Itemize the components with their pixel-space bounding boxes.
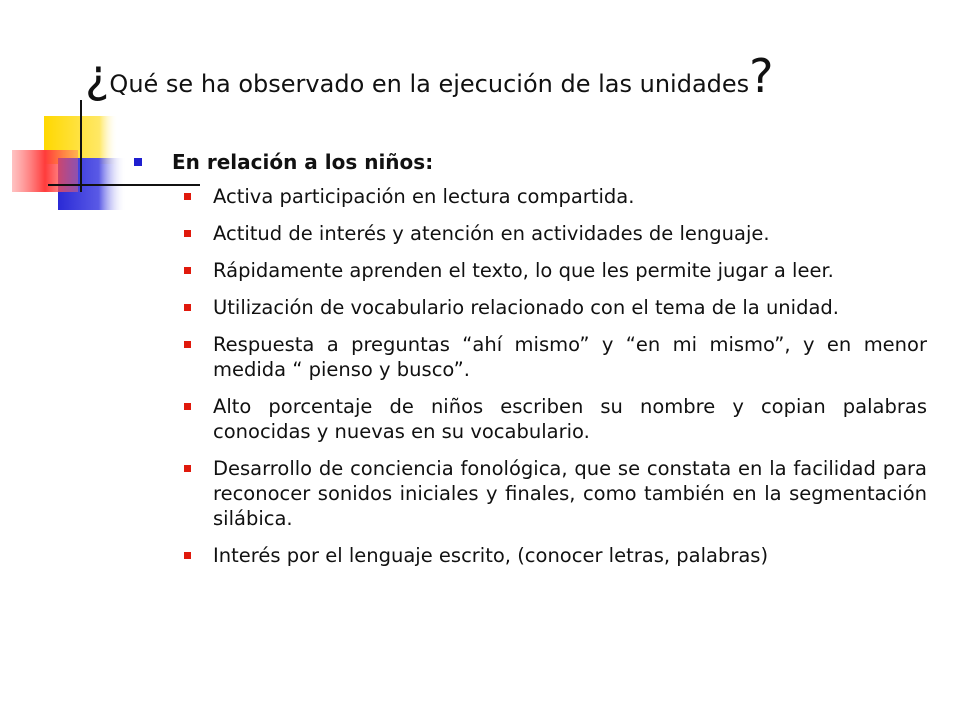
- list-item: [184, 456, 927, 531]
- slide-title: [85, 40, 945, 120]
- list-item-text: Activa participación en lectura compartida.: [213, 185, 635, 208]
- list-item-text: Utilización de vocabulario relacionado con el tema de la unidad.: [213, 296, 839, 319]
- list-item-text: Actitud de interés y atención en actividades de lenguaje.: [213, 222, 770, 245]
- list-item-text: Respuesta a preguntas “ahí mismo” y “en mi mismo”, y en menor medida “ pienso y busco”.: [213, 333, 927, 381]
- list-item: [184, 258, 927, 283]
- list-item: [184, 295, 927, 320]
- list-item-text: Desarrollo de conciencia fonológica, que se constata en la facilidad para reconocer sonidos iniciales y finales, como también en la segmentación silábica.: [213, 457, 927, 530]
- list-item-text: Rápidamente aprenden el texto, lo que les permite jugar a leer.: [213, 259, 834, 282]
- observations-list: [184, 184, 927, 568]
- square-bullet-icon: [134, 158, 142, 166]
- section-heading: En relación a los niños:: [172, 150, 434, 174]
- square-bullet-icon: [184, 552, 191, 559]
- title-text: Qué se ha observado en la ejecución de las unidades: [109, 70, 750, 98]
- slide-body: [132, 140, 927, 580]
- list-item-text: Alto porcentaje de niños escriben su nombre y copian palabras conocidas y nuevas en su vocabulario.: [213, 395, 927, 443]
- list-item-text: Interés por el lenguaje escrito, (conocer letras, palabras): [213, 544, 769, 567]
- square-bullet-icon: [184, 403, 191, 410]
- title-open-mark: ¿: [85, 49, 110, 103]
- title-close-mark: ?: [749, 49, 774, 103]
- list-item: [184, 394, 927, 444]
- list-item: [184, 543, 927, 568]
- square-bullet-icon: [184, 230, 191, 237]
- square-bullet-icon: [184, 267, 191, 274]
- list-item: [184, 184, 927, 209]
- square-bullet-icon: [184, 341, 191, 348]
- heading-item: [132, 140, 927, 184]
- square-bullet-icon: [184, 304, 191, 311]
- list-item: [184, 332, 927, 382]
- list-item: [184, 221, 927, 246]
- square-bullet-icon: [184, 193, 191, 200]
- square-bullet-icon: [184, 465, 191, 472]
